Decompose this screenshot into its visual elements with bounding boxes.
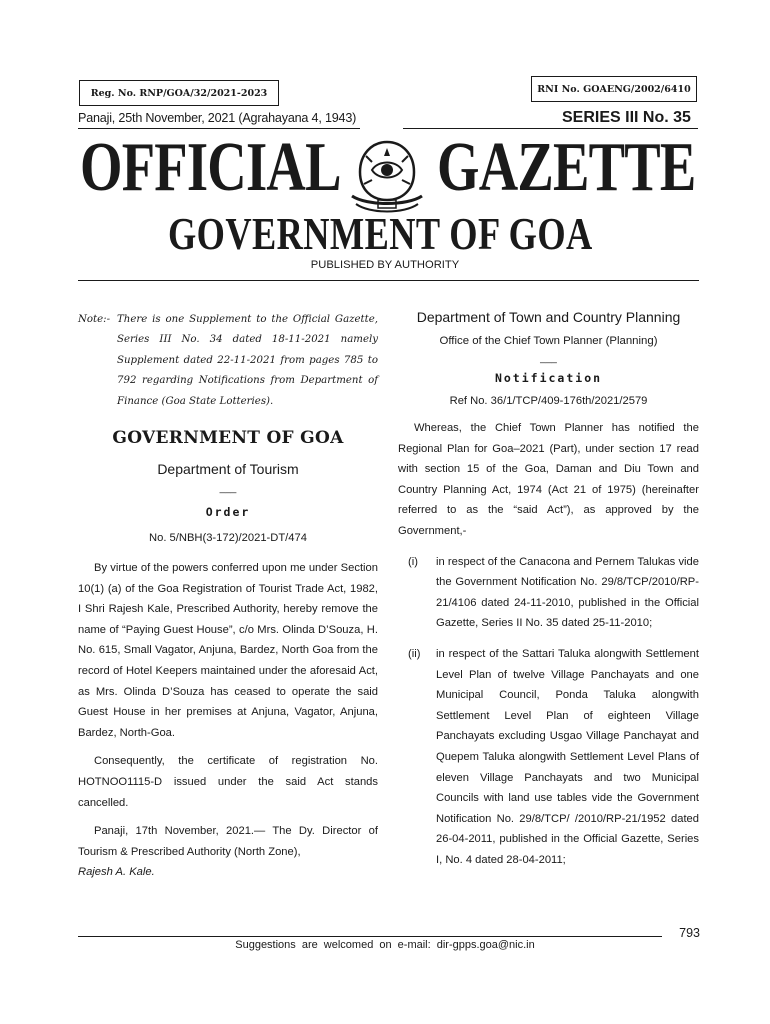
masthead-gazette: GAZETTE [437,129,696,206]
page-number: 793 [679,926,700,940]
published-by-authority: PUBLISHED BY AUTHORITY [310,259,460,271]
note-label: Note:- [78,314,111,325]
list-item-text: in respect of the Canacona and Pernem Talukas vide the Government Notification No. 29/8/TCP/2010/RP-21/4106 dated 24-11-2010, published in the Official Gazette, Series II No. 35 dated 25-11-2010; [436,555,699,630]
order-number: No. 5/NBH(3-172)/2021-DT/474 [149,532,307,545]
department-tourism: Department of Tourism [157,461,299,478]
masthead-government: GOVERNMENT OF GOA [168,208,593,259]
list-item-number: (i) [408,555,418,568]
list-item [398,644,699,871]
list-item [398,552,699,634]
office-chief-town-planner: Office of the Chief Town Planner (Planning) [439,335,658,347]
department-tcp: Department of Town and Country Planning [416,309,681,325]
note-text: There is one Supplement to the Official Gazette, Series III No. 34 dated 18-11-2021 namely Supplement dated 22-11-2021 from pages 785 to 792 regarding Notifications from Department of Finance (Goa State Lotteries). [117,314,378,407]
separator: ___ [219,483,237,495]
order-paragraph-3: Panaji, 17th November, 2021.— The Dy. Director of Tourism & Prescribed Authority (North Zone), [78,825,378,858]
separator: ___ [540,353,557,364]
order-heading: Order [205,505,251,520]
government-heading: GOVERNMENT OF GOA [112,428,344,449]
notification-paragraph-1: Whereas, the Chief Town Planner has notified the Regional Plan for Goa–2021 (Part), under section 17 read with section 15 of the Goa, Daman and Diu Town and Country Planning Act, 1974 (Act 21 of 1975) (hereinafter referred to as the “said Act”), as approved by the Government,- [398,422,699,537]
left-column [78,310,378,883]
order-paragraph-2: Consequently, the certificate of registration No. HOTNOO1115-D issued under the said Act stands cancelled. [78,755,378,809]
date-line: Panaji, 25th November, 2021 (Agrahayana 4, 1943) [78,111,357,125]
reg-no-box: Reg. No. RNP/GOA/32/2021-2023 [79,80,279,106]
masthead-official: OFFICIAL [80,129,341,206]
signatory-name: Rajesh A. Kale. [78,866,155,879]
list-item-text: in respect of the Sattari Taluka alongwith Settlement Level Plan of twelve Village Panchayats and one Municipal Council, Ponda Taluka alongwith Settlement Level Plan of eighteen Village Panchayats excluding Usgao Village Panchayat and Quepem Taluka alongwith Settlement Level Plans of eleven Village Panchayats and two Municipal Councils with land use tables vide the Government Notification No. 29/8/TCP/ /2010/RP-21/1952 dated 26-04-2011, published in the Official Gazette, Series I, No. 4 dated 28-04-2011; [436,647,699,866]
supplement-note [78,310,378,412]
masthead-divider [78,280,699,281]
right-column [398,309,699,870]
notification-heading: Notification [494,371,603,385]
rni-no-box: RNI No. GOAENG/2002/6410 [531,76,697,102]
order-paragraph-1: By virtue of the powers conferred upon me under Section 10(1) (a) of the Goa Registration of Tourist Trade Act, 1982, I Shri Rajesh Kale, Prescribed Authority, hereby remove the name of “Paying Guest House”, c/o Mrs. Olinda D’Souza, H. No. 615, Small Vagator, Anjuna, Bardez, North Goa from the record of Hotel Keepers maintained under the aforesaid Act, as Mrs. Olinda D’Souza has ceased to operate the said Guest House in her premises at Anjuna, Vagator, Anjuna, Bardez, North-Goa. [78,562,378,739]
list-item-number: (ii) [408,647,421,660]
series-number: SERIES III No. 35 [562,109,691,126]
footer-divider [78,936,662,937]
reference-number: Ref No. 36/1/TCP/409-176th/2021/2579 [449,395,648,407]
suggestions-email: Suggestions are welcomed on e-mail: dir-gpps.goa@nic.in [235,939,535,951]
